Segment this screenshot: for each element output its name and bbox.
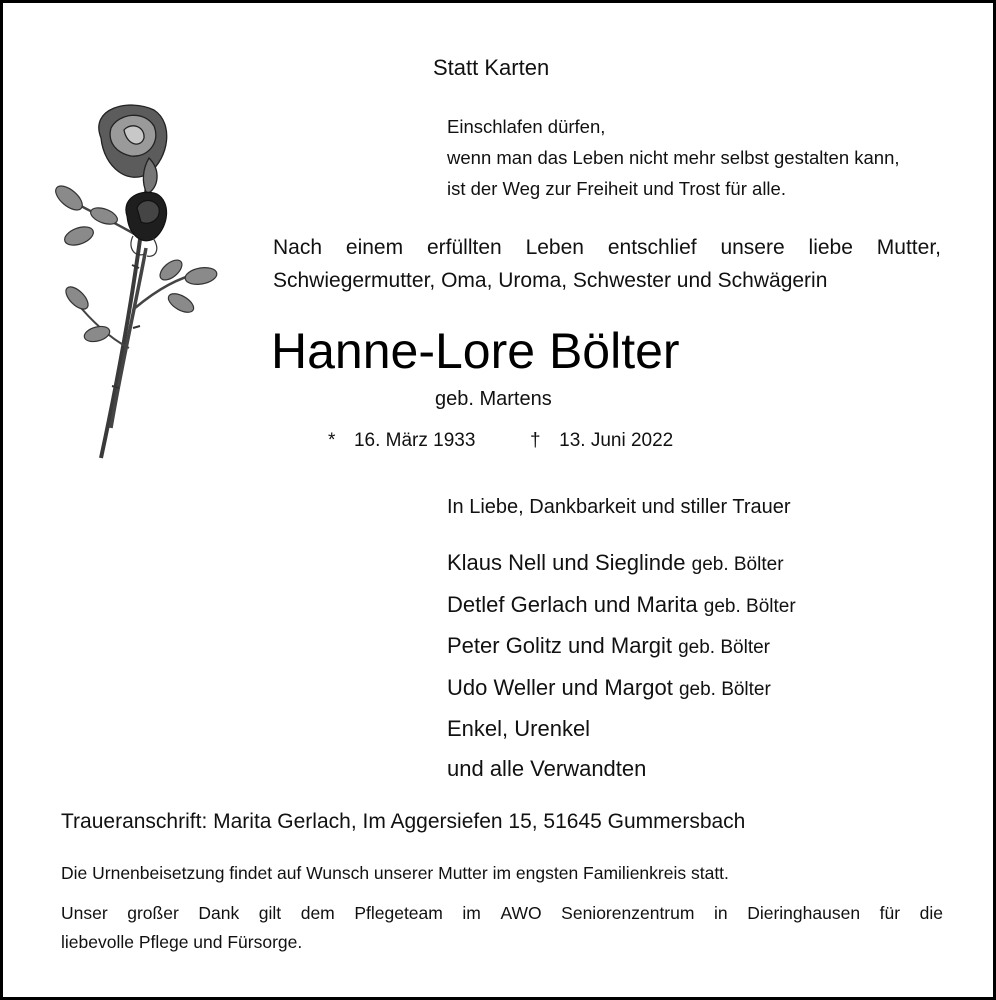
thanks-word: Pflegeteam bbox=[354, 903, 443, 923]
thanks-word: für bbox=[879, 903, 901, 923]
thanks-word: im bbox=[462, 903, 481, 923]
mourner-row bbox=[447, 749, 796, 789]
thanks-word: Dieringhausen bbox=[747, 903, 861, 923]
death-date: 13. Juni 2022 bbox=[559, 430, 674, 451]
intro-word: entschlief bbox=[607, 236, 697, 259]
statt-karten-heading: Statt Karten bbox=[433, 55, 550, 80]
mourners-intro: In Liebe, Dankbarkeit und stiller Trauer bbox=[447, 496, 791, 518]
poem-line: wenn man das Leben nicht mehr selbst gestalten kann, bbox=[447, 147, 900, 168]
mourner-row bbox=[447, 626, 796, 668]
thanks-word: Dank bbox=[198, 903, 240, 923]
rose-icon bbox=[49, 98, 219, 468]
mourner-names: Klaus Nell und Sieglinde bbox=[447, 550, 686, 575]
mourner-suffix: geb. Bölter bbox=[678, 678, 771, 700]
poem-line: Einschlafen dürfen, bbox=[447, 116, 606, 137]
birth-date: 16. März 1933 bbox=[353, 430, 476, 451]
mourner-suffix: geb. Bölter bbox=[691, 554, 784, 575]
mourner-row bbox=[447, 709, 796, 749]
intro-word: unsere bbox=[720, 236, 785, 259]
intro-word: Mutter, bbox=[876, 236, 941, 259]
mourner-row bbox=[447, 668, 796, 710]
thanks-line-2: liebevolle Pflege und Fürsorge. bbox=[61, 932, 303, 952]
mourner-suffix: geb. Bölter bbox=[678, 637, 771, 658]
mourner-row bbox=[447, 585, 796, 627]
thanks-word: AWO bbox=[500, 903, 542, 923]
maiden-name: geb. Martens bbox=[435, 388, 552, 410]
intro-word: Nach bbox=[273, 236, 323, 259]
intro-word: liebe bbox=[808, 236, 853, 259]
intro-line-1 bbox=[273, 231, 941, 264]
mourner-names: Detlef Gerlach und Marita bbox=[447, 591, 698, 617]
mourner-names: Enkel, Urenkel bbox=[447, 716, 591, 741]
thanks-word: in bbox=[714, 903, 728, 923]
thanks-line-1 bbox=[61, 899, 943, 928]
thanks-word: gilt bbox=[258, 903, 282, 923]
intro-word: erfüllten bbox=[426, 236, 502, 259]
thanks-note bbox=[61, 899, 943, 957]
mourner-row bbox=[447, 543, 796, 585]
thanks-word: Seniorenzentrum bbox=[561, 903, 695, 923]
intro-text bbox=[273, 231, 941, 297]
poem bbox=[447, 111, 900, 204]
thanks-word: Unser bbox=[61, 903, 108, 923]
thanks-word: dem bbox=[300, 903, 335, 923]
birth-symbol: * bbox=[328, 430, 336, 451]
mourner-names: und alle Verwandten bbox=[447, 755, 647, 781]
life-dates bbox=[328, 430, 673, 453]
condolence-address: Traueranschrift: Marita Gerlach, Im Aggersiefen 15, 51645 Gummersbach bbox=[61, 810, 746, 833]
mourners-list bbox=[447, 543, 796, 788]
intro-word: Leben bbox=[525, 236, 584, 259]
mourner-names: Udo Weller und Margot bbox=[447, 674, 673, 700]
deceased-name: Hanne-Lore Bölter bbox=[271, 323, 680, 379]
intro-word: einem bbox=[345, 236, 404, 259]
poem-line: ist der Weg zur Freiheit und Trost für alle. bbox=[447, 178, 786, 199]
death-symbol: † bbox=[530, 430, 541, 451]
urn-note: Die Urnenbeisetzung findet auf Wunsch unserer Mutter im engsten Familienkreis statt. bbox=[61, 863, 729, 883]
intro-line-2: Schwiegermutter, Oma, Uroma, Schwester und Schwägerin bbox=[273, 269, 828, 292]
thanks-word: großer bbox=[127, 903, 179, 923]
mourner-names: Peter Golitz und Margit bbox=[447, 633, 672, 658]
mourner-suffix: geb. Bölter bbox=[703, 595, 796, 617]
thanks-word: die bbox=[919, 903, 943, 923]
